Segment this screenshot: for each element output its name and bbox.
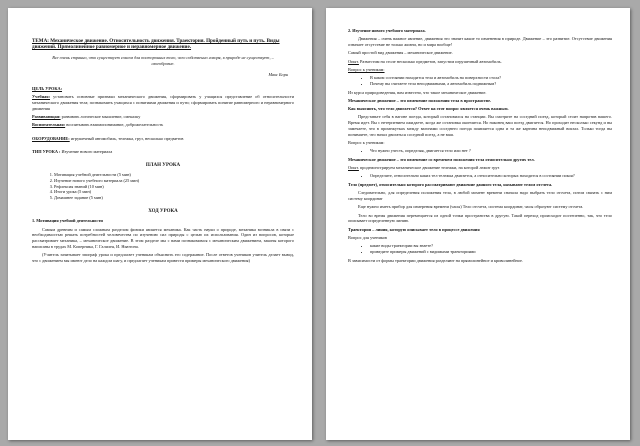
page-2-content [348, 28, 612, 266]
list-item: • Что нужно учесть, определяя, двигается тело или нет ? [370, 148, 612, 154]
paragraph: Тело во время движения перемещается из одной точки пространства в другую. Такой переход происходит постепенно, так, что тело описывает определенную линию. [348, 212, 612, 224]
definition-4: Траектория – линия, которую описывает тело в процессе движения [348, 226, 480, 232]
section-1-heading: 1. Мотивация учебной деятельности [32, 218, 103, 224]
list-item: • какие виды траектории вы знаете? [370, 243, 612, 249]
section-1-paragraph-1: Самым древним и самым сложным разделом физики является механика. Как часть науки о природе, механика возникла в связи с необходимостью решать потребностей человечества по изучению сил природы с целью их использования. Один из вопросов, которые рассматривает механика, – механическое движение. В этом разделе мы с вами познакомимся с механическим движением, законы которого написаны в трудах М. Коперника, Г. Галилея, И. Ньютона. [32, 226, 294, 249]
epigraph-author: Макс Борн [268, 72, 288, 78]
equipment: ОБОРУДОВАНИЕ: игрушечный автомобиль, тележка, груз, несколько предметов [32, 135, 184, 141]
lesson-plan-list [32, 172, 294, 201]
experiment-1: Опыт. Разместим на столе несколько предметов, запустим игрушечный автомобиль. [348, 58, 502, 64]
key-question: Как выяснить, что тело двигается? Ответ на этот вопрос является очень важным. [348, 106, 509, 112]
goal-educational: Учебная: установить основные признаки механического движения, сформировать у учащихся представление об относительности механического движения тела; познакомить учащихся с понятиями движения и пути; сформировать понятие равномерного и неравномерного движения [32, 94, 294, 111]
paragraph: Из курса природоведения, вам известно, что такое механическое движение. [348, 89, 487, 95]
list-item: 5. Домашнее задание (5 мин) [54, 195, 294, 201]
question-list [348, 148, 612, 154]
question-label: Вопрос для учеников [348, 235, 387, 241]
question-list [348, 173, 612, 179]
paragraph: Следовательно, для определения положения тела, в любой момент времени сначала надо выбрать тело отсчета, потом связать с ним систему координат [348, 190, 612, 202]
list-item: 4. Итоги урока (5 мин) [54, 189, 294, 195]
paragraph: Движения – очень важное явление, движения это значит какие то изменения в природе. Движение – это развитие. Отсутствие движения означает отсутствие не только жизни, но и мира вообще! [348, 36, 612, 47]
paragraph: Еще нужно иметь прибор для измерения времени (часы) Тело отсчета, система координат, часы образуют систему отсчета. [358, 204, 584, 210]
list-item: 1. Мотивация учебной деятельности (5 мин) [54, 172, 294, 178]
list-item: • В каком состоянии находится тела и автомобиль на поверхности стола? [370, 75, 612, 81]
goal-upbringing: Воспитательная: воспитывать взаимопонимание, доброжелательность [32, 122, 164, 128]
question-label: Вопрос к ученикам: [348, 139, 385, 145]
list-item: 2. Изучение нового учебного материала (25 мин) [54, 178, 294, 184]
section-2-heading: 2. Изучение нового учебного материала. [348, 28, 426, 33]
definition-1: Механическое движение – это изменение положения тела в пространстве. [348, 97, 492, 103]
list-item: • приведите примеры движений с видимыми траекториями [370, 249, 612, 255]
lesson-title: ТЕМА: Механическое движение. Относительность движения. Траектория. Пройденный путь и путь. Виды движений. Прямолинейное равномерное и неравномерное движение. [32, 38, 280, 51]
paragraph: Самый простой вид движения – механическое движение. [348, 50, 453, 56]
definition-2: Механическое движение – это изменение со временем положения тела относительно других тел. [348, 156, 535, 162]
definition-3: Тело (предмет), относительно которого рассматривают движение данного тела, называют телом отсчета. [348, 182, 553, 188]
goals-heading: ЦЕЛЬ УРОКА: [32, 85, 63, 91]
section-1-paragraph-2: (Учитель зачитывает эпиграф урока и предлагает ученикам объяснить его содержание. После ответов учеников учитель делает вывод, что с движением мы имеют дело на каждом шагу, и предлагает ученикам привести примеры механического движения) [32, 252, 294, 263]
page-1-content [32, 38, 294, 266]
list-item: • Определите, относительно каких тел тележка двигается, а относительно которых находится в состоянии покоя? [370, 173, 612, 179]
question-list [348, 243, 612, 254]
epigraph: Все очень странно, что существует совсем для посторонних того, чего собственно говоря, в природе не существует, – своеобразие. [52, 54, 274, 66]
list-item: • Почему вы считаете тела неподвижными, а автомобиль подвижным? [370, 81, 612, 87]
paragraph: В зависимости от формы траектории движения разделяют на прямолинейное и криволинейное. [348, 257, 524, 263]
plan-heading: ПЛАН УРОКА [145, 162, 181, 168]
question-list [348, 75, 612, 86]
document-page-2 [326, 8, 630, 440]
lesson-type: ТИП УРОКА : Изучение нового материала [32, 148, 113, 154]
goal-developmental: Развивающая: развивать логическое мышление, смекалку [32, 113, 141, 119]
document-page-1 [8, 8, 312, 440]
course-heading: ХОД УРОКА [148, 208, 178, 214]
paragraph: Представьте себя в вагоне поезда, который остановился на станции. Вы смотрите на соседний поезд, который стоит напротив вашего. Время идет. Вы с нетерпением ожидаете, когда же остановка окончится. Но наконец ваш поезд двигается. Но проходит несколько секунд и вы замечаете, что в промежутках между вагонами соседнего поезда появляется одна и та же картина неподвижный вокзал. Только тогда вы понимаете, что начал двигаться соседний поезд, а не ваш. [348, 114, 612, 137]
list-item: 3. Рефлексия знаний (10 мин) [54, 184, 294, 190]
experiment-2: Опыт. продемонстрируем механическое движение тележки, на которой лежит груз [348, 165, 500, 171]
question-label: Вопрос к ученикам: [348, 66, 385, 72]
